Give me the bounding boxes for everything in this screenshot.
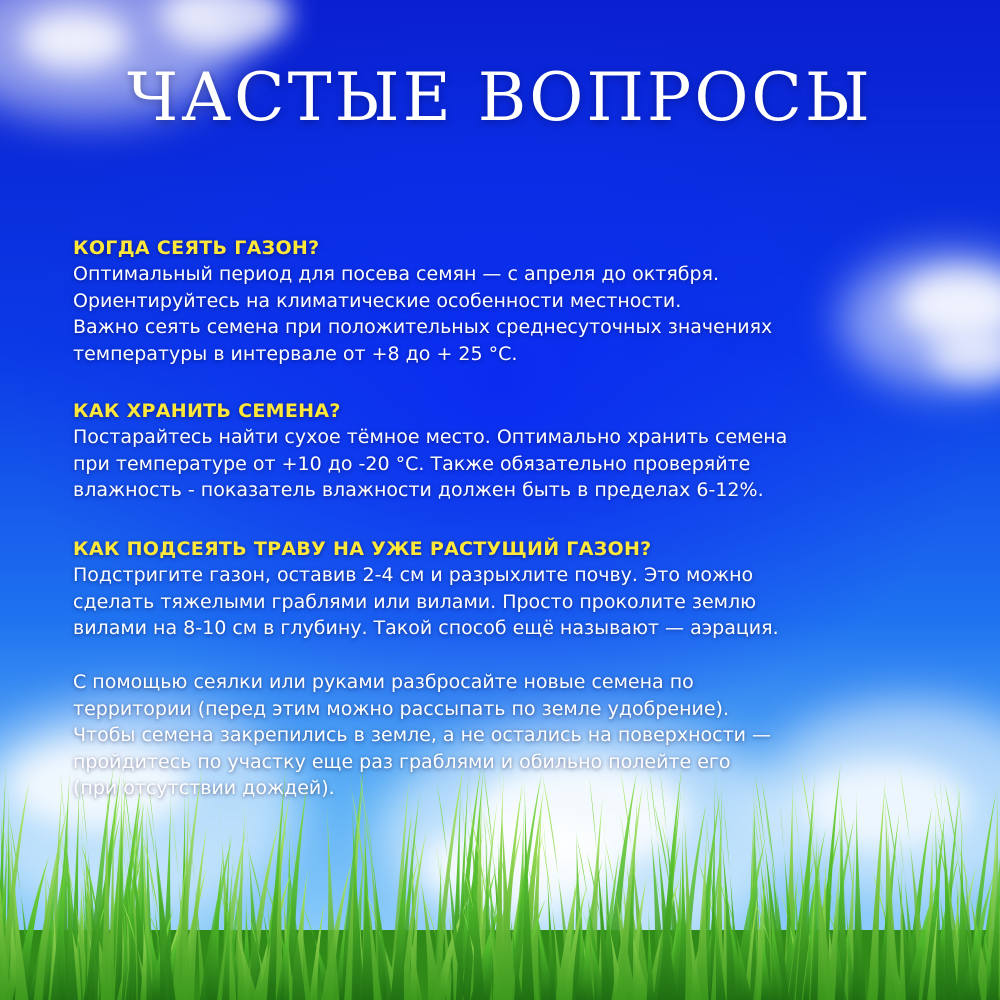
answer-line: влажность - показатель влажности должен быть в пределах 6-12%.: [73, 479, 764, 501]
answer-line: пройдитесь по участку еще раз граблями и обильно полейте его: [73, 750, 731, 773]
faq-question: КАК ПОДСЕЯТЬ ТРАВУ НА УЖЕ РАСТУЩИЙ ГАЗОН?: [73, 538, 652, 560]
faq-question: КОГДА СЕЯТЬ ГАЗОН?: [73, 237, 320, 259]
faq-answer: [73, 424, 933, 504]
answer-line: Подстригите газон, оставив 2-4 см и разрыхлите почву. Это можно: [73, 564, 754, 586]
faq-item-when-to-sow: [73, 235, 933, 367]
page-title: ЧАСТЫЕ ВОПРОСЫ: [127, 59, 873, 136]
faq-item-overseeding-continued: [73, 669, 933, 802]
faq-item-how-to-store: [73, 398, 933, 504]
answer-line: С помощью сеялки или руками разбросайте новые семена по: [73, 671, 694, 693]
answer-line: сделать тяжелыми граблями или вилами. Просто проколите землю: [73, 590, 757, 613]
answer-line: (при отсутствии дождей).: [73, 777, 335, 799]
faq-answer: [73, 669, 933, 802]
answer-line: Оптимальный период для посева семян — с апреля до октября.: [73, 263, 720, 285]
answer-line: Чтобы семена закрепились в земле, а не остались на поверхности —: [73, 724, 772, 746]
faq-answer: [73, 562, 933, 642]
answer-line: Постарайтесь найти сухое тёмное место. Оптимально хранить семена: [73, 426, 788, 448]
answer-line: территории (перед этим можно рассыпать по земле удобрение).: [73, 697, 729, 720]
answer-line: вилами на 8-10 см в глубину. Такой способ ещё называют — аэрация.: [73, 617, 779, 639]
answer-line: температуры в интервале от +8 до + 25 °C.: [73, 342, 518, 365]
faq-answer: [73, 261, 933, 367]
faq-question: КАК ХРАНИТЬ СЕМЕНА?: [73, 400, 341, 422]
answer-line: при температуре от +10 до -20 °C. Также обязательно проверяйте: [73, 452, 751, 475]
faq-item-overseeding: [73, 536, 933, 642]
answer-line: Ориентируйтесь на климатические особенности местности.: [73, 289, 682, 312]
answer-line: Важно сеять семена при положительных среднесуточных значениях: [73, 316, 773, 338]
